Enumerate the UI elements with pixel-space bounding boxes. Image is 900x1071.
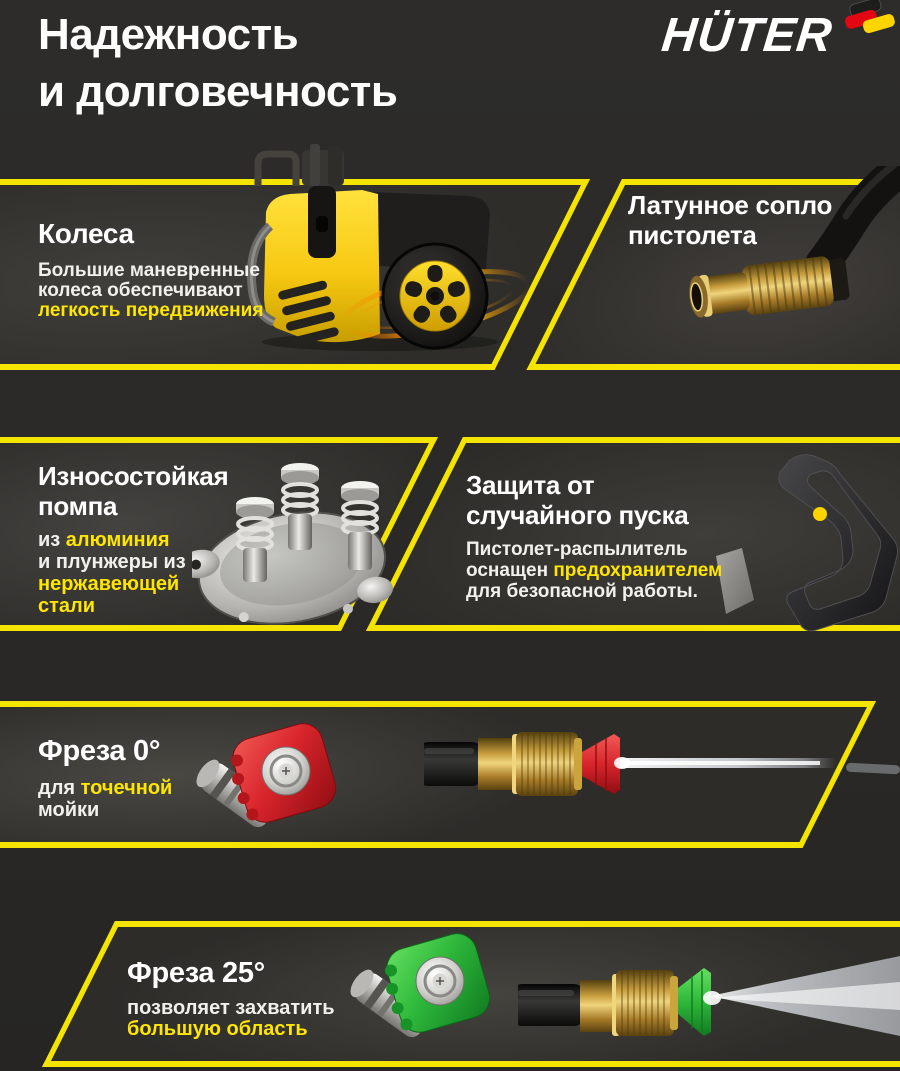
body-line: легкость передвижения: [38, 300, 264, 321]
body-line: из алюминия: [38, 529, 170, 551]
safety-lock-dot: [813, 507, 827, 521]
safety-text-block: [466, 470, 722, 602]
german-flag-icon: [843, 0, 900, 36]
body-line: и плунжеры из: [38, 551, 186, 573]
nozzle-25-text-block: [127, 957, 335, 1040]
panel-title: Фреза 25°: [127, 957, 265, 989]
panel-title: Фреза 0°: [38, 735, 161, 767]
brass-nozzle-text-block: [628, 190, 832, 250]
panel-title: Колеса: [38, 218, 134, 249]
panel-title: Защита от: [466, 470, 595, 500]
body-line: позволяет захватить: [127, 997, 335, 1019]
body-line: Большие маневренные: [38, 260, 260, 281]
body-line: для безопасной работы.: [466, 581, 698, 602]
panel-body: [38, 777, 172, 821]
body-line: мойки: [38, 799, 100, 821]
body-line: для точечной: [38, 777, 173, 799]
body-line: большую область: [127, 1018, 308, 1040]
red-nozzle-photo: [188, 712, 340, 840]
page-title: [38, 6, 397, 120]
pressure-washer-photo: [230, 186, 535, 354]
body-line: оснащен предохранителем: [466, 560, 723, 581]
green-jet-photo: [518, 940, 900, 1064]
body-line: стали: [38, 595, 96, 617]
green-nozzle-photo: [342, 922, 494, 1050]
huter-logo-text: HÜTER: [659, 9, 836, 62]
page-title-line1: Надежность: [38, 10, 299, 59]
panel-body: [38, 261, 263, 321]
panel-body: [38, 529, 228, 617]
page-title-line2: и долговечность: [38, 67, 398, 116]
panel-body: [466, 539, 722, 602]
huter-logo: [659, 8, 835, 63]
panel-body: [127, 998, 335, 1040]
wheels-text-block: [38, 218, 263, 321]
body-line: колеса обеспечивают: [38, 280, 243, 301]
panel-title-line2: случайного пуска: [466, 500, 689, 530]
nozzle-0-text-block: [38, 735, 172, 821]
panel-title: Износостойкая: [38, 461, 229, 491]
body-line: нержавеющей: [38, 573, 180, 595]
body-line: Пистолет-распылитель: [466, 539, 688, 560]
red-jet-photo: [424, 714, 900, 814]
panel-title-line2: помпа: [38, 491, 118, 521]
jet-tail: [846, 757, 900, 781]
pressure-washer-handle-silhouette: [246, 144, 366, 186]
panel-title-line2: пистолета: [628, 220, 757, 250]
pump-text-block: [38, 461, 228, 617]
panel-title: Латунное сопло: [628, 190, 833, 220]
